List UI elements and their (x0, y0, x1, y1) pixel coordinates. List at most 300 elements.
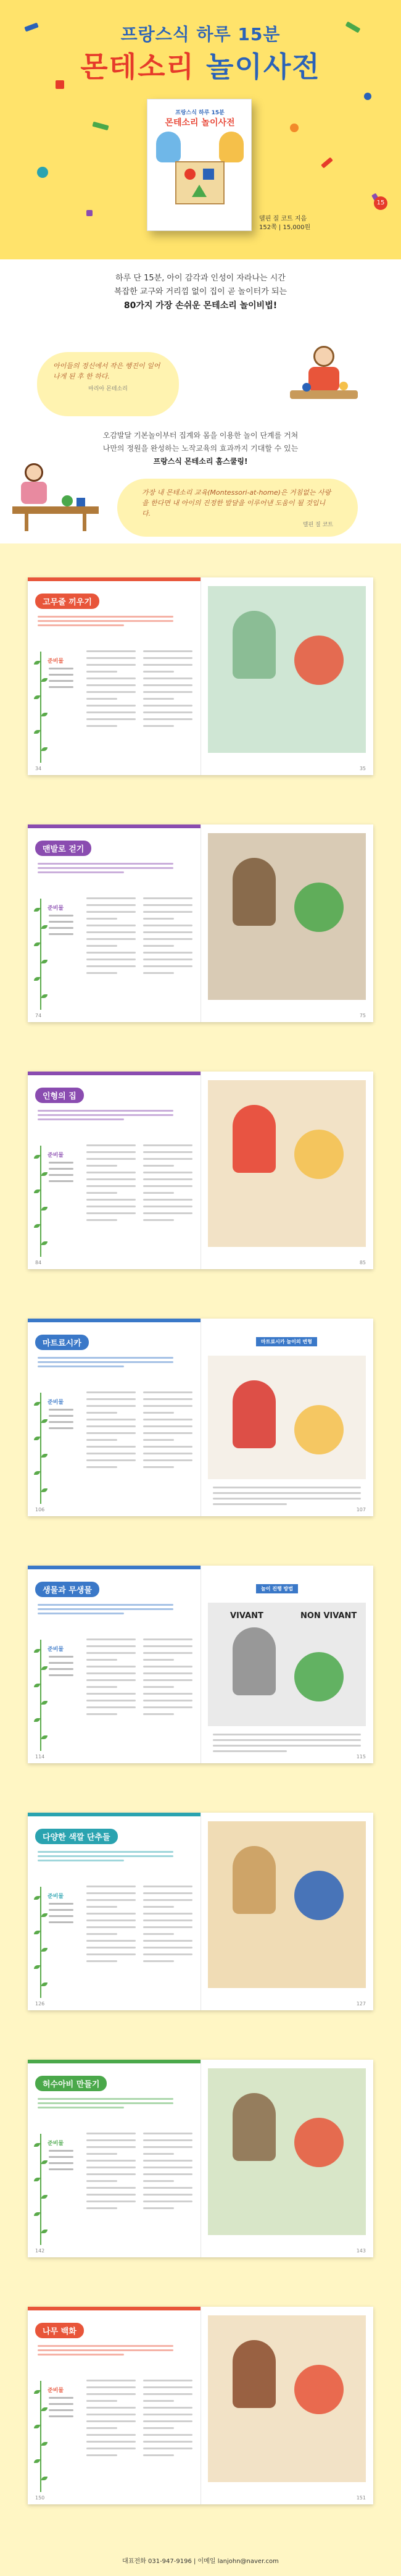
body-text-placeholder (143, 2400, 174, 2402)
body-text-placeholder (86, 664, 136, 666)
photo-object (294, 1405, 344, 1454)
body-text-placeholder (86, 1446, 136, 1448)
page-number-left: 126 (35, 2001, 45, 2007)
page-fold (200, 1566, 201, 1763)
spread-color-bar (28, 1072, 200, 1075)
body-text-placeholder (143, 684, 192, 686)
body-text-placeholder (143, 1693, 192, 1695)
leaf-decoration (34, 661, 40, 665)
page-number-right: 143 (356, 2248, 366, 2254)
body-text-placeholder (86, 918, 117, 920)
body-text-placeholder (143, 1638, 192, 1640)
intro-lead (0, 272, 401, 313)
hand-print-shape (156, 132, 181, 162)
body-text-placeholder (143, 2407, 192, 2409)
page-fold (200, 2307, 201, 2504)
body-text-placeholder (86, 1466, 117, 1468)
body-text-placeholder (143, 972, 174, 974)
body-text-placeholder (143, 725, 174, 727)
square-shape (203, 169, 214, 180)
body-text-placeholder (143, 1892, 192, 1894)
photo-object (294, 2365, 344, 2414)
leaf-decoration (34, 1437, 40, 1440)
tip-box-header: 마트료시카 놀이의 변형 (256, 1337, 317, 1346)
quote-montessori (37, 352, 179, 416)
body-text-placeholder (143, 952, 192, 954)
body-text-placeholder (86, 1165, 117, 1167)
leaf-decoration (41, 960, 48, 963)
leaf-decoration (34, 2212, 40, 2216)
leaf-decoration (34, 1965, 40, 1969)
caption-text-placeholder (213, 1498, 361, 1500)
body-text-placeholder (143, 1700, 192, 1701)
body-text-placeholder (143, 2207, 174, 2209)
body-text-placeholder (143, 2386, 192, 2388)
body-text-placeholder (143, 664, 192, 666)
body-text-placeholder (86, 1899, 136, 1901)
leaf-decoration (41, 2230, 48, 2233)
book-spread (28, 2060, 373, 2257)
confetti (321, 157, 333, 168)
intro-text-placeholder (38, 2345, 173, 2347)
body-text-placeholder (143, 965, 192, 967)
triangle-shape (192, 185, 207, 197)
materials-text-placeholder (49, 2168, 73, 2170)
photo-label: NON VIVANT (300, 1611, 357, 1621)
leaf-decoration (34, 1896, 40, 1900)
photo-label: VIVANT (230, 1611, 263, 1621)
body-text-placeholder (143, 718, 192, 720)
body-text-placeholder (143, 1165, 174, 1167)
materials-text-placeholder (49, 1668, 73, 1670)
body-text-placeholder (86, 671, 117, 673)
body-text-placeholder (86, 2153, 117, 2155)
spread-color-bar (28, 2060, 200, 2063)
body-text-placeholder (143, 1940, 192, 1942)
body-text-placeholder (86, 1940, 136, 1942)
leaf-decoration (34, 942, 40, 946)
body-text-placeholder (143, 1953, 192, 1955)
body-text-placeholder (86, 1425, 136, 1427)
body-text-placeholder (86, 2160, 136, 2162)
caption-text-placeholder (213, 1492, 361, 1494)
intro-text-placeholder (38, 624, 124, 626)
leaf-decoration (34, 908, 40, 912)
leaf-decoration (34, 977, 40, 981)
confetti (364, 93, 371, 100)
body-text-placeholder (143, 711, 192, 713)
materials-text-placeholder (49, 1921, 73, 1923)
body-text-placeholder (143, 1439, 174, 1441)
body-text-placeholder (86, 1144, 136, 1146)
intro-text-placeholder (38, 863, 173, 865)
leaf-decoration (41, 678, 48, 682)
body-text-placeholder (143, 1192, 174, 1194)
page-number-left: 150 (35, 2495, 45, 2501)
spread-color-bar (28, 1813, 200, 1816)
caption-text-placeholder (213, 1503, 287, 1505)
quote-text: 가장 내 몬테소리 교육(Montessori-at-home)은 거침없는 사랑을 한다면 내 아이의 진정한 발달을 이루어낸 도움이 될 것입니다. (142, 489, 331, 518)
leaf-decoration (34, 1649, 40, 1653)
quote-author: 델핀 질 코트 (302, 522, 333, 528)
body-text-placeholder (143, 1960, 174, 1962)
activity-title: 고무줄 끼우기 (35, 594, 99, 609)
spread-color-bar (28, 1319, 200, 1322)
materials-label: 준비물 (48, 2388, 64, 2394)
page-fold (200, 824, 201, 1022)
body-text-placeholder (86, 1953, 136, 1955)
leaf-decoration (41, 925, 48, 929)
body-text-placeholder (86, 2180, 117, 2182)
leaf-decoration (41, 1207, 48, 1210)
book-price: 152쪽 | 15,000원 (259, 224, 311, 231)
intro-text-placeholder (38, 867, 173, 869)
body-text-placeholder (86, 2139, 136, 2141)
page-number-left: 114 (35, 1754, 45, 1760)
body-text-placeholder (143, 1432, 192, 1434)
activity-photo (208, 1821, 366, 1988)
page-number-right: 75 (359, 1013, 366, 1018)
body-text-placeholder (86, 1947, 136, 1949)
page-fold (200, 1813, 201, 2010)
footer-contact: 대표전화 031-947-9196 | 이메일 lanjohn@naver.com (122, 2558, 279, 2565)
body-text-placeholder (86, 2393, 136, 2395)
materials-text-placeholder (49, 921, 73, 923)
body-text-placeholder (86, 2201, 136, 2202)
body-text-placeholder (86, 2407, 136, 2409)
page-number-left: 106 (35, 1507, 45, 1512)
intro-text-placeholder (38, 871, 124, 873)
materials-text-placeholder (49, 1168, 73, 1170)
materials-text-placeholder (49, 2150, 73, 2152)
body-text-placeholder (143, 1933, 174, 1935)
body-text-placeholder (86, 2173, 136, 2175)
body-text-placeholder (143, 2146, 192, 2148)
intro-text-placeholder (38, 1851, 173, 1853)
book-spread (28, 1072, 373, 1269)
body-text-placeholder (143, 2448, 192, 2449)
vine-decoration (40, 2381, 41, 2492)
activity-title: 생물과 무생물 (35, 1582, 99, 1597)
hero-title-rest: 놀이사전 (194, 50, 321, 83)
book-cover-title: 몬테소리 놀이사전 (165, 118, 235, 128)
body-text-placeholder (86, 897, 136, 899)
leaf-decoration (41, 1982, 48, 1986)
body-text-placeholder (143, 1199, 192, 1201)
activity-photo (208, 586, 366, 753)
hand-print-shape (219, 132, 244, 162)
activity-photo (208, 833, 366, 1000)
body-text-placeholder (143, 2139, 192, 2141)
photo-object (233, 1105, 276, 1173)
body-text-placeholder (143, 1419, 192, 1420)
page-fold (200, 577, 201, 775)
body-text-placeholder (86, 1645, 136, 1647)
vine-decoration (40, 2134, 41, 2245)
leaf-decoration (34, 1471, 40, 1475)
page-number-left: 34 (35, 766, 42, 771)
author-name: 델핀 질 코트 지음 (259, 216, 307, 222)
body-text-placeholder (143, 1659, 174, 1661)
body-text-placeholder (143, 1185, 192, 1187)
body-text-placeholder (86, 1206, 136, 1207)
body-text-placeholder (86, 1172, 136, 1173)
leaf-decoration (41, 1666, 48, 1670)
leaf-decoration (34, 730, 40, 734)
body-text-placeholder (86, 1679, 136, 1681)
spread-color-bar (28, 577, 200, 581)
body-text-placeholder (143, 1906, 174, 1908)
page-number-right: 85 (359, 1260, 366, 1265)
body-text-placeholder (86, 1453, 136, 1454)
body-text-placeholder (86, 1919, 136, 1921)
body-text-placeholder (143, 1466, 174, 1468)
body-text-placeholder (143, 1686, 174, 1688)
body-text-placeholder (86, 705, 136, 707)
body-text-placeholder (86, 1638, 136, 1640)
materials-text-placeholder (49, 1915, 73, 1917)
intro-lead-line: 하루 단 15분, 아이 감각과 인성이 자라나는 시간 (115, 274, 286, 283)
materials-text-placeholder (49, 668, 73, 669)
page-number-left: 74 (35, 1013, 42, 1018)
body-text-placeholder (86, 1219, 117, 1221)
body-text-placeholder (143, 1666, 192, 1668)
body-text-placeholder (143, 2414, 192, 2415)
leaf-decoration (34, 2178, 40, 2181)
materials-text-placeholder (49, 680, 73, 682)
intro-para-highlight: 프랑스식 몬테소리 홈스쿨링! (153, 457, 248, 466)
body-text-placeholder (143, 2187, 192, 2189)
leaf-decoration (41, 713, 48, 716)
body-text-placeholder (143, 1219, 174, 1221)
photo-object (294, 1130, 344, 1179)
body-text-placeholder (143, 1706, 192, 1708)
leaf-decoration (41, 1172, 48, 1176)
body-text-placeholder (143, 1212, 192, 1214)
materials-label: 준비물 (48, 905, 64, 912)
materials-text-placeholder (49, 674, 73, 676)
body-text-placeholder (86, 1906, 117, 1908)
body-text-placeholder (86, 1659, 117, 1661)
page-number-right: 151 (356, 2495, 366, 2501)
body-text-placeholder (143, 1672, 192, 1674)
intro-text-placeholder (38, 1118, 124, 1120)
body-text-placeholder (86, 1391, 136, 1393)
body-text-placeholder (86, 972, 117, 974)
leaf-decoration (41, 1701, 48, 1705)
page-number-right: 127 (356, 2001, 366, 2007)
materials-text-placeholder (49, 2409, 73, 2411)
intro-paragraph (0, 429, 401, 468)
materials-text-placeholder (49, 1415, 73, 1417)
child-playing-illustration (290, 346, 358, 408)
leaf-decoration (41, 2477, 48, 2480)
body-text-placeholder (143, 1913, 192, 1915)
body-text-placeholder (86, 698, 117, 700)
intro-text-placeholder (38, 1860, 124, 1861)
intro-text-placeholder (38, 616, 173, 618)
leaf-decoration (34, 1684, 40, 1687)
materials-text-placeholder (49, 1656, 73, 1658)
footer (0, 2545, 401, 2576)
body-text-placeholder (143, 2194, 192, 2196)
body-text-placeholder (143, 1144, 192, 1146)
materials-text-placeholder (49, 1162, 73, 1164)
leaf-decoration (34, 2459, 40, 2463)
leaf-decoration (41, 1948, 48, 1952)
body-text-placeholder (143, 1947, 192, 1949)
body-text-placeholder (86, 1439, 117, 1441)
vine-decoration (40, 1887, 41, 1998)
body-text-placeholder (86, 657, 136, 659)
body-text-placeholder (143, 2180, 174, 2182)
book-spread (28, 1319, 373, 1516)
body-text-placeholder (143, 1453, 192, 1454)
book-spread (28, 2307, 373, 2504)
body-text-placeholder (86, 945, 117, 947)
body-text-placeholder (86, 2187, 136, 2189)
intro-text-placeholder (38, 1613, 124, 1614)
body-text-placeholder (86, 1158, 136, 1160)
vine-decoration (40, 1146, 41, 1257)
materials-text-placeholder (49, 2397, 73, 2399)
body-text-placeholder (143, 938, 192, 940)
body-text-placeholder (143, 1713, 174, 1715)
body-text-placeholder (86, 2400, 117, 2402)
materials-text-placeholder (49, 1409, 73, 1411)
body-text-placeholder (143, 2133, 192, 2134)
book-cover-subtitle: 프랑스식 하루 15분 (175, 110, 225, 116)
body-text-placeholder (143, 2173, 192, 2175)
spread-color-bar (28, 824, 200, 828)
activity-title: 인형의 집 (35, 1088, 84, 1103)
body-text-placeholder (143, 1206, 192, 1207)
body-text-placeholder (86, 1398, 136, 1400)
body-text-placeholder (86, 931, 136, 933)
materials-label: 준비물 (48, 658, 64, 665)
body-text-placeholder (143, 1412, 174, 1414)
body-text-placeholder (86, 2380, 136, 2381)
circle-shape (184, 169, 196, 180)
body-text-placeholder (86, 911, 136, 913)
leaf-decoration (41, 2160, 48, 2164)
page-number-left: 84 (35, 1260, 42, 1265)
body-text-placeholder (86, 1459, 136, 1461)
body-text-placeholder (143, 1425, 192, 1427)
body-text-placeholder (86, 678, 136, 679)
body-text-placeholder (143, 1652, 192, 1654)
materials-text-placeholder (49, 2403, 73, 2405)
body-text-placeholder (143, 1178, 192, 1180)
body-text-placeholder (143, 2454, 174, 2456)
book-spread (28, 824, 373, 1022)
body-text-placeholder (86, 1686, 117, 1688)
body-text-placeholder (86, 2146, 136, 2148)
photo-object (233, 2093, 276, 2161)
leaf-decoration (41, 2195, 48, 2199)
body-text-placeholder (86, 2167, 136, 2168)
page-fold (200, 2060, 201, 2257)
body-text-placeholder (86, 1178, 136, 1180)
shape-board-illustration (175, 161, 225, 204)
body-text-placeholder (86, 1419, 136, 1420)
materials-text-placeholder (49, 2156, 73, 2158)
children-table-illustration (12, 463, 99, 531)
body-text-placeholder (143, 2201, 192, 2202)
body-text-placeholder (86, 1960, 117, 1962)
photo-object (294, 636, 344, 685)
hero-subtitle: 프랑스식 하루 15분 (120, 24, 281, 44)
body-text-placeholder (143, 1405, 192, 1407)
photo-object (233, 1627, 276, 1695)
author-info (259, 215, 310, 232)
confetti (37, 167, 48, 178)
materials-label: 준비물 (48, 1647, 64, 1653)
body-text-placeholder (86, 1693, 136, 1695)
materials-text-placeholder (49, 2162, 73, 2164)
body-text-placeholder (143, 2434, 192, 2436)
body-text-placeholder (86, 959, 136, 960)
photo-object (233, 858, 276, 926)
sample-pages-area (0, 543, 401, 2575)
body-text-placeholder (143, 2420, 192, 2422)
materials-label: 준비물 (48, 1152, 64, 1159)
hero-title-highlight: 몬테소리 (80, 50, 195, 83)
materials-text-placeholder (49, 1427, 73, 1429)
leaf-decoration (41, 1454, 48, 1458)
leaf-decoration (41, 1488, 48, 1492)
body-text-placeholder (86, 2386, 136, 2388)
body-text-placeholder (143, 1172, 192, 1173)
body-text-placeholder (143, 2153, 174, 2155)
photo-object (294, 1652, 344, 1701)
body-text-placeholder (143, 911, 192, 913)
body-text-placeholder (143, 1886, 192, 1887)
body-text-placeholder (86, 725, 117, 727)
materials-text-placeholder (49, 2415, 73, 2417)
leaf-decoration (41, 1913, 48, 1917)
body-text-placeholder (143, 931, 192, 933)
quote-author-delphine (117, 479, 358, 537)
intro-para-line: 나만의 정원을 완성하는 노작교육의 효과까지 기대할 수 있는 (102, 444, 299, 453)
body-text-placeholder (86, 1151, 136, 1153)
body-text-placeholder (143, 1398, 192, 1400)
spread-color-bar (28, 1566, 200, 1569)
body-text-placeholder (86, 2454, 117, 2456)
leaf-decoration (34, 1224, 40, 1228)
body-text-placeholder (143, 918, 174, 920)
body-text-placeholder (86, 684, 136, 686)
leaf-decoration (41, 747, 48, 751)
photo-object (233, 611, 276, 679)
body-text-placeholder (86, 1652, 136, 1654)
intro-section (0, 259, 401, 528)
book-spread (28, 1566, 373, 1763)
page-fold (200, 1319, 201, 1516)
leaf-decoration (34, 2425, 40, 2428)
vine-decoration (40, 899, 41, 1010)
caption-text-placeholder (213, 1487, 361, 1488)
intro-text-placeholder (38, 2098, 173, 2100)
book-spread (28, 577, 373, 775)
body-text-placeholder (143, 671, 174, 673)
photo-object (294, 1871, 344, 1920)
body-text-placeholder (143, 2380, 192, 2381)
body-text-placeholder (86, 718, 136, 720)
leaf-decoration (41, 1419, 48, 1423)
materials-text-placeholder (49, 915, 73, 917)
intro-text-placeholder (38, 1110, 173, 1112)
